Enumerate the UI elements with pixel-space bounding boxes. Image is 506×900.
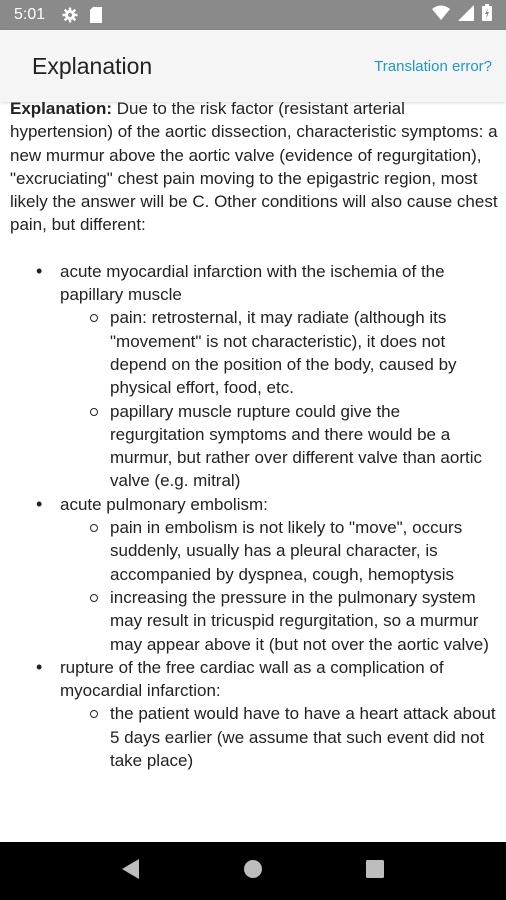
status-time: 5:01 xyxy=(14,6,46,23)
home-icon xyxy=(243,859,263,884)
sub-list-item: pain: retrosternal, it may radiate (although its "movement" is not characteristic), it does not depend on the position of the body, caused by physical effort, food, etc. xyxy=(110,306,498,399)
signal-icon xyxy=(458,5,474,26)
back-icon xyxy=(122,859,140,884)
sub-list-item: papillary muscle rupture could give the regurgitation symptoms and there would be a murmur, but rather over different valve than aortic valve (e.g. mitral) xyxy=(110,400,498,493)
explanation-content xyxy=(0,102,506,842)
sd-card-icon xyxy=(87,6,105,24)
status-bar xyxy=(0,0,506,30)
sub-list-item: the patient would have to have a heart attack about 5 days earlier (we assume that such event did not take place) xyxy=(110,702,498,772)
cause-list xyxy=(10,260,498,773)
navigation-bar xyxy=(0,842,506,900)
list-item-text: acute myocardial infarction with the ischemia of the papillary muscle xyxy=(60,261,445,305)
recents-icon xyxy=(366,860,384,883)
gear-icon xyxy=(61,6,79,24)
list-item xyxy=(60,260,498,493)
status-right-icons xyxy=(432,4,492,26)
list-item-text: rupture of the free cardiac wall as a complication of myocardial infarction: xyxy=(60,657,444,701)
explanation-intro-text: Due to the risk factor (resistant arterial hypertension) of the aortic dissection, characteristic symptoms: a new murmur above the aortic valve (evidence of regurgitation), "excruciating" chest pain moving to the epigastric region, most likely the answer will be C. Other conditions will also cause chest pain, but different: xyxy=(10,102,498,235)
wifi-icon xyxy=(432,5,450,26)
list-item xyxy=(60,656,498,772)
list-item xyxy=(60,493,498,656)
sub-list-item: pain in embolism is not likely to "move", occurs suddenly, usually has a pleural character, is accompanied by dyspnea, cough, hemoptysis xyxy=(110,516,498,586)
home-button[interactable] xyxy=(233,851,273,891)
sub-list xyxy=(60,702,498,772)
sub-list-item: increasing the pressure in the pulmonary system may result in tricuspid regurgitation, so a murmur may appear above it (but not over the aortic valve) xyxy=(110,586,498,656)
explanation-label: Explanation: xyxy=(10,102,113,118)
page-title: Explanation xyxy=(32,52,153,79)
sub-list xyxy=(60,516,498,656)
list-item-text: acute pulmonary embolism: xyxy=(60,494,268,514)
app-bar xyxy=(0,30,506,102)
recents-button[interactable] xyxy=(355,851,395,891)
sub-list xyxy=(60,306,498,492)
back-button[interactable] xyxy=(111,851,151,891)
battery-icon xyxy=(482,4,492,26)
explanation-intro xyxy=(10,102,498,237)
translation-error-link[interactable]: Translation error? xyxy=(374,57,492,75)
